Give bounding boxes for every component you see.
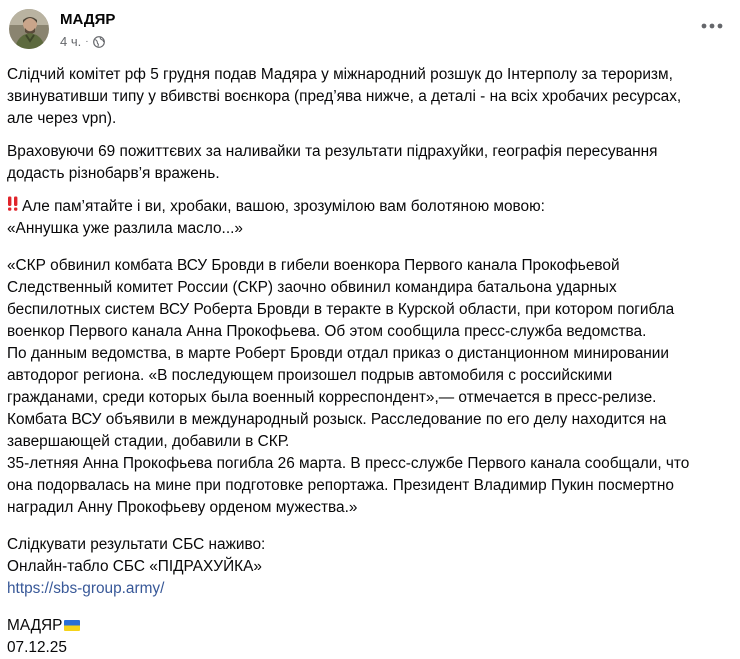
quote-line: военкор Первого канала Анна Прокофьева. Об этом сообщила пресс-служба ведомства.	[7, 323, 647, 340]
quote-line: Следственный комитет России (СКР) заочно обвинил командира батальона ударных	[7, 279, 617, 296]
text-line: звинувативши типу у вбивстві воєнкора (пред’ява нижче, а деталі - на всіх хробачих ресурсах,	[7, 88, 682, 105]
text-line: «Аннушка уже разлила масло...»	[7, 220, 243, 237]
text-line: Враховуючи 69 пожиттєвих за наливайки та результати підрахуйки, географія пересування	[7, 143, 658, 160]
paragraph-geography	[7, 141, 729, 185]
quote-line: беспилотных систем ВСУ Роберта Бровди в теракте в Курской области, при котором погибла	[7, 301, 675, 318]
quote-line: Комбата ВСУ объявили в международный розыск. Расследование по его делу находится на	[7, 411, 667, 428]
signature: МАДЯР	[7, 617, 63, 634]
quoted-news	[7, 255, 729, 519]
ellipsis-icon	[701, 23, 723, 29]
double-exclamation-icon	[7, 196, 19, 218]
paragraph-wanted	[7, 64, 729, 130]
paragraph-follow	[7, 534, 729, 600]
quote-line: гражданами, среди которых была военный корреспондент»,— отмечается в пресс-релизе.	[7, 389, 657, 406]
text-line: додасть різнобарв’я вражень.	[7, 165, 220, 182]
post-time[interactable]: 4 ч.	[60, 34, 82, 49]
signature-block	[7, 615, 729, 659]
quote-line: завершающей стадии, добавили в СКР.	[7, 433, 290, 450]
text-line: Слідкувати результати СБС наживо:	[7, 536, 266, 553]
post-text	[7, 64, 729, 659]
quote-line: 35-летняя Анна Прокофьева погибла 26 марта. В пресс-службе Первого канала сообщали, что	[7, 455, 690, 472]
more-options-button[interactable]	[698, 14, 726, 38]
quote-line: она подорвалась на мине при подготовке репортажа. Президент Владимир Пукин посмертно	[7, 477, 674, 494]
avatar[interactable]	[9, 9, 49, 49]
quote-line: По данным ведомства, в марте Роберт Бровди отдал приказ о дистанционном минировании	[7, 345, 669, 362]
quote-line: «СКР обвинил комбата ВСУ Бровди в гибели военкора Первого канала Прокофьевой	[7, 257, 620, 274]
text-line: Онлайн-табло СБС «ПІДРАХУЙКА»	[7, 558, 262, 575]
quote-line: наградил Анну Прокофьеву орденом мужества.»	[7, 499, 358, 516]
separator-dot: ·	[85, 35, 89, 47]
text-line: Але пам’ятайте і ви, хробаки, вашою, зрозумілою вам болотяною мовою:	[22, 198, 545, 215]
paragraph-warning	[7, 196, 729, 240]
sbs-link[interactable]: https://sbs-group.army/	[7, 580, 165, 597]
author-name[interactable]: МАДЯР	[60, 11, 116, 28]
post-meta	[60, 34, 105, 49]
post-date: 07.12.25	[7, 639, 67, 656]
globe-icon[interactable]	[93, 36, 105, 48]
ukraine-flag-icon	[64, 620, 80, 631]
text-line: але через vpn).	[7, 110, 117, 127]
avatar-photo-icon	[9, 9, 49, 49]
quote-line: автодорог региона. «В последующем произошел подрыв автомобиля с российскими	[7, 367, 613, 384]
text-line: Слідчий комітет рф 5 грудня подав Мадяра у міжнародний розшук до Інтерполу за тероризм,	[7, 66, 673, 83]
